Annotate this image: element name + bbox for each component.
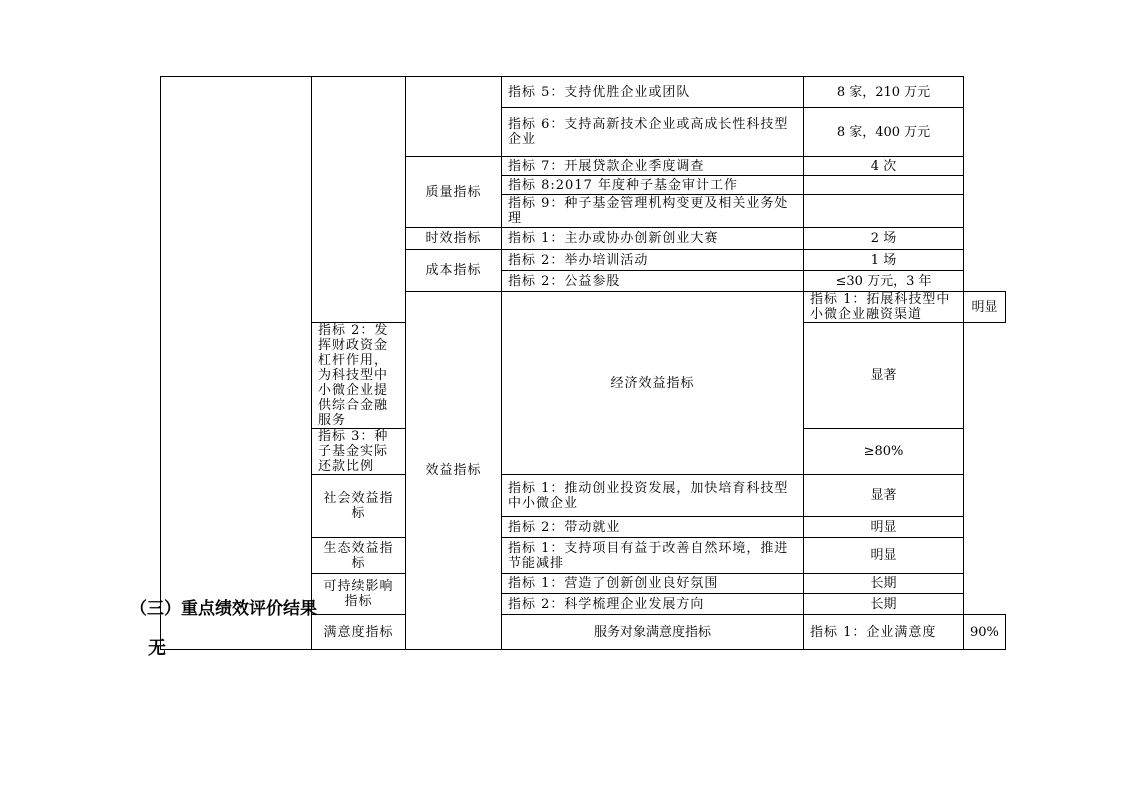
indicator-cell: 指标 1：推动创业投资发展，加快培育科技型中小微企业 [502, 475, 804, 517]
value-cell: 8 家，210 万元 [804, 77, 964, 108]
indicator-cell: 指标 1：支持项目有益于改善自然环境，推进节能减排 [502, 538, 804, 574]
indicator-cell: 指标 1：拓展科技型中小微企业融资渠道 [804, 292, 964, 323]
value-cell: 显著 [804, 475, 964, 517]
value-cell: 明显 [804, 538, 964, 574]
value-cell: ≤30 万元，3 年 [804, 271, 964, 292]
primary-category-cell [161, 77, 312, 650]
sub-category-service: 服务对象满意度指标 [502, 615, 804, 650]
indicator-cell: 指标 1：主办或协办创新创业大赛 [502, 228, 804, 250]
sub-category-cost: 成本指标 [406, 250, 502, 292]
sub-category-ecological: 生态效益指标 [312, 538, 406, 574]
value-cell: 明显 [804, 517, 964, 538]
tertiary-category-cell [406, 77, 502, 157]
indicator-cell: 指标 3：种子基金实际还款比例 [312, 429, 406, 475]
value-cell: 8 家，400 万元 [804, 108, 964, 157]
sub-category-social: 社会效益指标 [312, 475, 406, 538]
value-cell [804, 195, 964, 228]
section-body-text: 无 [148, 638, 166, 659]
performance-indicator-table [160, 76, 1006, 650]
indicator-cell: 指标 2：公益参股 [502, 271, 804, 292]
value-cell: 明显 [964, 292, 1006, 323]
indicator-cell: 指标 2：带动就业 [502, 517, 804, 538]
value-cell: 长期 [804, 574, 964, 594]
value-cell: 90% [964, 615, 1006, 650]
indicator-cell: 指标 2：举办培训活动 [502, 250, 804, 271]
indicator-cell: 指标 5：支持优胜企业或团队 [502, 77, 804, 108]
indicator-cell: 指标 1：营造了创新创业良好氛围 [502, 574, 804, 594]
value-cell: ≥80% [804, 429, 964, 475]
indicator-cell: 指标 1：企业满意度 [804, 615, 964, 650]
value-cell: 显著 [804, 323, 964, 429]
category-satisfaction: 满意度指标 [312, 615, 406, 650]
indicator-cell: 指标 6：支持高新技术企业或高成长性科技型企业 [502, 108, 804, 157]
section-heading: （三）重点绩效评价结果 [130, 599, 317, 619]
secondary-category-cell [312, 77, 406, 323]
sub-category-quality: 质量指标 [406, 157, 502, 228]
sub-category-sustainable: 可持续影响指标 [312, 574, 406, 615]
value-cell: 4 次 [804, 157, 964, 176]
sub-category-timeliness: 时效指标 [406, 228, 502, 250]
value-cell [804, 176, 964, 195]
value-cell: 2 场 [804, 228, 964, 250]
indicator-cell: 指标 8:2017 年度种子基金审计工作 [502, 176, 804, 195]
value-cell: 长期 [804, 594, 964, 615]
indicator-cell: 指标 2：发挥财政资金杠杆作用，为科技型中小微企业提供综合金融服务 [312, 323, 406, 429]
category-benefit: 效益指标 [406, 292, 502, 650]
indicator-cell: 指标 7：开展贷款企业季度调查 [502, 157, 804, 176]
table-row [161, 77, 1006, 108]
indicator-cell: 指标 2：科学梳理企业发展方向 [502, 594, 804, 615]
value-cell: 1 场 [804, 250, 964, 271]
indicator-cell: 指标 9：种子基金管理机构变更及相关业务处理 [502, 195, 804, 228]
sub-category-economic: 经济效益指标 [502, 292, 804, 475]
